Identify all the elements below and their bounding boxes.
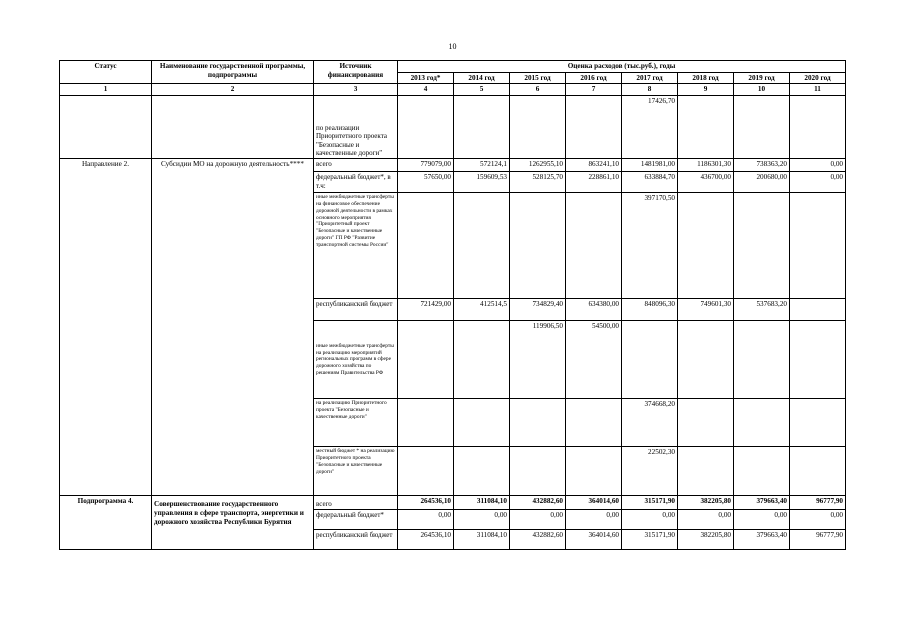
value-cell: 17426,70 [622,96,678,159]
value-cell: 0,00 [510,510,566,530]
value-cell: 311084,10 [454,496,510,510]
value-cell [566,447,622,496]
value-cell [398,193,454,299]
column-number: 1 [60,84,152,96]
value-cell: 364014,60 [566,496,622,510]
value-cell: 379663,40 [734,530,790,550]
value-cell [510,447,566,496]
value-cell [790,447,846,496]
value-cell [678,447,734,496]
source-cell: республиканский бюджет [314,530,398,550]
value-cell: 634380,00 [566,299,622,321]
value-cell: 0,00 [790,510,846,530]
value-cell: 57650,00 [398,172,454,193]
value-cell [790,399,846,447]
value-cell: 537683,20 [734,299,790,321]
value-cell [790,96,846,159]
value-cell: 779079,00 [398,159,454,172]
source-cell: всего [314,159,398,172]
source-cell: на реализацию Приоритетного проекта "Безопасные и качественные дороги" [314,399,398,447]
page-number: 10 [448,42,457,51]
subprogram-4-program: Совершенствование государственного управления в сфере транспорта, энергетики и дорожного хозяйства Республики Бурятия [152,496,314,550]
value-cell: 96777,90 [790,496,846,510]
value-cell: 412514,5 [454,299,510,321]
value-cell [622,321,678,399]
value-cell: 54500,00 [566,321,622,399]
value-cell [454,193,510,299]
value-cell: 0,00 [678,510,734,530]
header-source: Источник финансирования [314,61,398,84]
column-number: 6 [510,84,566,96]
value-cell [678,321,734,399]
column-number: 11 [790,84,846,96]
column-number: 8 [622,84,678,96]
value-cell [678,96,734,159]
value-cell: 436700,00 [678,172,734,193]
column-number: 3 [314,84,398,96]
value-cell: 432882,60 [510,496,566,510]
value-cell: 397170,50 [622,193,678,299]
value-cell [734,193,790,299]
value-cell [734,399,790,447]
table-row [60,496,846,510]
header-year: 2016 год [566,72,622,84]
value-cell: 528125,70 [510,172,566,193]
source-cell: всего [314,496,398,510]
table-row [60,159,846,172]
value-cell: 0,00 [790,159,846,172]
direction-2-status: Направление 2. [60,159,152,496]
direction-2-program: Субсидии МО на дорожную деятельность**** [152,159,314,496]
budget-table [59,60,846,550]
value-cell: 848096,30 [622,299,678,321]
value-cell: 382205,80 [678,530,734,550]
header-year: 2017 год [622,72,678,84]
value-cell: 0,00 [454,510,510,530]
value-cell [790,193,846,299]
value-cell [454,447,510,496]
value-cell [510,96,566,159]
value-cell [510,399,566,447]
source-cell: республиканский бюджет [314,299,398,321]
value-cell: 721429,00 [398,299,454,321]
value-cell: 315171,90 [622,530,678,550]
value-cell: 1262955,10 [510,159,566,172]
value-cell: 382205,80 [678,496,734,510]
value-cell: 0,00 [398,510,454,530]
value-cell: 863241,10 [566,159,622,172]
value-cell: 264536,10 [398,496,454,510]
source-cell: федеральный бюджет* [314,510,398,530]
value-cell: 749601,30 [678,299,734,321]
value-cell [454,399,510,447]
column-number: 4 [398,84,454,96]
value-cell: 572124,1 [454,159,510,172]
value-cell [790,299,846,321]
value-cell: 432882,60 [510,530,566,550]
value-cell: 1481981,00 [622,159,678,172]
value-cell: 96777,90 [790,530,846,550]
value-cell [454,96,510,159]
column-number: 7 [566,84,622,96]
value-cell: 0,00 [734,510,790,530]
value-cell: 22502,30 [622,447,678,496]
column-number: 9 [678,84,734,96]
value-cell: 0,00 [566,510,622,530]
value-cell: 159609,53 [454,172,510,193]
table-row [60,96,846,159]
value-cell: 228861,10 [566,172,622,193]
value-cell: 379663,40 [734,496,790,510]
value-cell [734,321,790,399]
value-cell: 0,00 [622,510,678,530]
source-cell: иные межбюджетные трансферты на реализацию мероприятий региональных программ в сфере дорожного хозяйства по решениям Правительства РФ [314,321,398,399]
value-cell: 264536,10 [398,530,454,550]
value-cell [398,399,454,447]
value-cell [566,193,622,299]
value-cell: 0,00 [790,172,846,193]
header-year: 2018 год [678,72,734,84]
value-cell: 738363,20 [734,159,790,172]
value-cell: 1186301,30 [678,159,734,172]
column-number: 5 [454,84,510,96]
value-cell [566,399,622,447]
value-cell [678,193,734,299]
header-year: 2019 год [734,72,790,84]
value-cell: 633884,70 [622,172,678,193]
column-number: 2 [152,84,314,96]
subprogram-4-status: Подпрограмма 4. [60,496,152,550]
status-cell [60,96,152,159]
header-program: Наименование государственной программы, подпрограммы [152,61,314,84]
header-status: Статус [60,61,152,84]
header-estimate: Оценка расходов (тыс.руб.), годы [398,61,846,73]
value-cell [398,96,454,159]
value-cell [734,447,790,496]
source-cell: местный бюджет * на реализацию Приоритетного проекта "Безопасные и качественные дороги" [314,447,398,496]
value-cell [678,399,734,447]
value-cell [566,96,622,159]
value-cell [734,96,790,159]
header-row-1 [60,61,846,73]
program-cell [152,96,314,159]
header-year: 2013 год* [398,72,454,84]
header-year: 2015 год [510,72,566,84]
value-cell [398,447,454,496]
value-cell: 315171,90 [622,496,678,510]
value-cell [454,321,510,399]
value-cell: 311084,10 [454,530,510,550]
column-number-row [60,84,846,96]
value-cell: 734829,40 [510,299,566,321]
value-cell: 119906,50 [510,321,566,399]
value-cell [398,321,454,399]
value-cell [510,193,566,299]
value-cell: 364014,60 [566,530,622,550]
source-cell: по реализации Приоритетного проекта "Безопасные и качественные дороги" [314,96,398,159]
header-year: 2014 год [454,72,510,84]
value-cell: 200680,00 [734,172,790,193]
header-year: 2020 год [790,72,846,84]
source-cell: иные межбюджетные трансферты на финансовое обеспечение дорожной деятельности в рамках основного мероприятия "Приоритетный проект "Безопасные и качественные дороги" ГП РФ "Развитие транспортной системы России" [314,193,398,299]
source-cell: федеральный бюджет*, в т.ч: [314,172,398,193]
column-number: 10 [734,84,790,96]
value-cell: 374668,20 [622,399,678,447]
value-cell [790,321,846,399]
